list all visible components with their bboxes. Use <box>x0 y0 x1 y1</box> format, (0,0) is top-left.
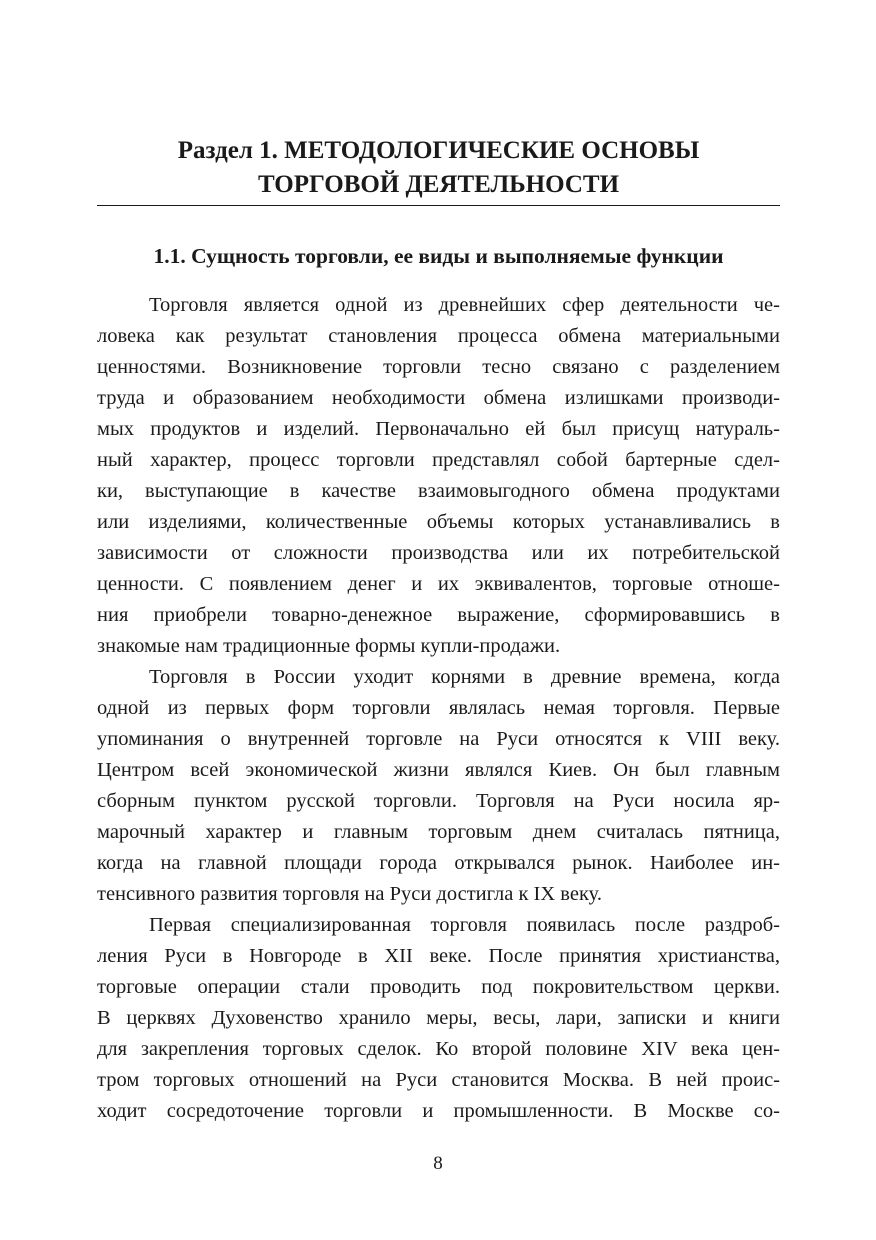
text-line: для закрепления торговых сделок. Ко второй половине XIV века цен- <box>97 1038 780 1060</box>
text-line: ценностями. Возникновение торговли тесно связано с разделением <box>97 356 780 378</box>
text-line: Торговля в России уходит корнями в древние времена, когда <box>149 666 780 688</box>
text-line: зависимости от сложности производства или их потребительской <box>97 542 780 564</box>
subsection-title: 1.1. Сущность торговли, ее виды и выполняемые функции <box>153 244 724 268</box>
text-line: Первая специализированная торговля появилась после раздроб- <box>149 914 780 936</box>
text-line: ловека как результат становления процесса обмена материальными <box>97 325 780 347</box>
text-line: ки, выступающие в качестве взаимовыгодного обмена продуктами <box>97 480 780 502</box>
text-line: тенсивного развития торговля на Руси достигла к IX веку. <box>97 883 602 905</box>
text-line: упоминания о внутренней торговле на Руси относятся к VIII веку. <box>97 728 780 750</box>
text-line: ходит сосредоточение торговли и промышленности. В Москве со- <box>97 1100 780 1122</box>
title-divider <box>97 205 780 206</box>
section-title-line-1: Раздел 1. МЕТОДОЛОГИЧЕСКИЕ ОСНОВЫ <box>177 137 700 164</box>
section-title <box>97 134 780 202</box>
text-line: тром торговых отношений на Руси становится Москва. В ней проис- <box>97 1069 780 1091</box>
text-line: мых продуктов и изделий. Первоначально ей был присущ натураль- <box>97 418 780 440</box>
text-line: марочный характер и главным торговым днем считалась пятница, <box>97 821 780 843</box>
section-title-line-2: ТОРГОВОЙ ДЕЯТЕЛЬНОСТИ <box>257 171 620 198</box>
text-line: В церквях Духовенство хранило меры, весы, лари, записки и книги <box>97 1007 780 1029</box>
text-line: труда и образованием необходимости обмена излишками производи- <box>97 387 780 409</box>
text-line: ления Руси в Новгороде в XII веке. После принятия христианства, <box>97 945 780 967</box>
paragraph <box>97 910 780 1127</box>
text-line: Торговля является одной из древнейших сфер деятельности че- <box>149 294 780 316</box>
page-number: 8 <box>433 1153 443 1174</box>
text-line: сборным пунктом русской торговли. Торговля на Руси носила яр- <box>97 790 780 812</box>
text-line: Центром всей экономической жизни являлся Киев. Он был главным <box>97 759 780 781</box>
text-line: торговые операции стали проводить под покровительством церкви. <box>97 976 780 998</box>
text-line: ный характер, процесс торговли представлял собой бартерные сдел- <box>97 449 780 471</box>
text-line: ния приобрели товарно-денежное выражение, сформировавшись в <box>97 604 780 626</box>
text-line: или изделиями, количественные объемы которых устанавливались в <box>97 511 780 533</box>
paragraph <box>97 662 780 910</box>
text-line: ценности. С появлением денег и их эквивалентов, торговые отноше- <box>97 573 780 595</box>
paragraph <box>97 290 780 662</box>
text-line: когда на главной площади города открывался рынок. Наиболее ин- <box>97 852 780 874</box>
text-line: одной из первых форм торговли являлась немая торговля. Первые <box>97 697 780 719</box>
body-text <box>97 290 780 1127</box>
text-line: знакомые нам традиционные формы купли-продажи. <box>97 635 561 657</box>
